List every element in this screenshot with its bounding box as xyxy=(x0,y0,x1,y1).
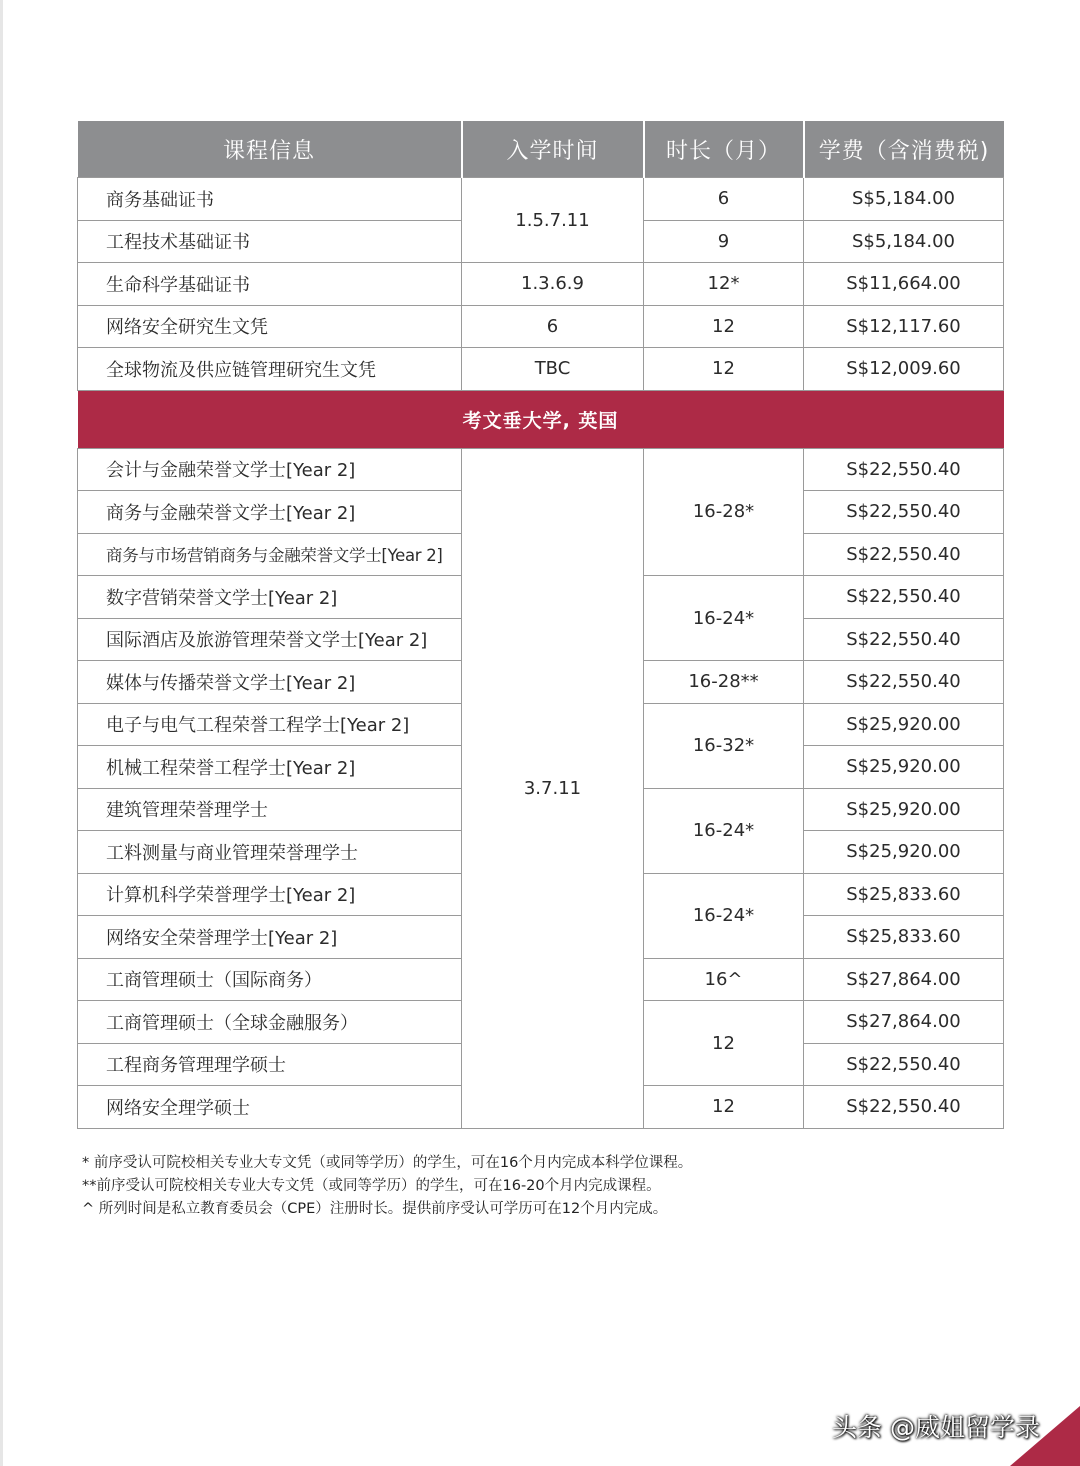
course-name: 建筑管理荣誉理学士 xyxy=(78,788,462,831)
course-name: 机械工程荣誉工程学士[Year 2] xyxy=(78,746,462,789)
course-name: 工商管理硕士（全球金融服务） xyxy=(78,1001,462,1044)
course-name: 数字营销荣誉文学士[Year 2] xyxy=(78,576,462,619)
duration-cell: 12* xyxy=(644,263,804,306)
course-name: 工程商务管理理学硕士 xyxy=(78,1043,462,1086)
course-name: 商务与金融荣誉文学士[Year 2] xyxy=(78,491,462,534)
course-name: 工程技术基础证书 xyxy=(78,220,462,263)
duration-cell: 16-24* xyxy=(644,788,804,873)
footnote: **前序受认可院校相关专业大专文凭（或同等学历）的学生，可在16-20个月内完成课程。 xyxy=(82,1178,661,1194)
duration-cell: 12 xyxy=(644,1086,804,1129)
course-name: 生命科学基础证书 xyxy=(78,263,462,306)
fee-cell: S$27,864.00 xyxy=(804,958,1004,1001)
fee-cell: S$22,550.40 xyxy=(804,533,1004,576)
course-name: 网络安全理学硕士 xyxy=(78,1086,462,1129)
course-name: 电子与电气工程荣誉工程学士[Year 2] xyxy=(78,703,462,746)
fee-cell: S$22,550.40 xyxy=(804,576,1004,619)
course-name: 网络安全荣誉理学士[Year 2] xyxy=(78,916,462,959)
fee-cell: S$22,550.40 xyxy=(804,618,1004,661)
fee-cell: S$25,920.00 xyxy=(804,788,1004,831)
course-name: 商务与市场营销商务与金融荣誉文学士[Year 2] xyxy=(78,533,462,576)
table-header-row xyxy=(78,121,1004,178)
course-name: 媒体与传播荣誉文学士[Year 2] xyxy=(78,661,462,704)
duration-cell: 12 xyxy=(644,305,804,348)
duration-cell: 16-32* xyxy=(644,703,804,788)
fee-cell: S$22,550.40 xyxy=(804,448,1004,491)
fee-cell: S$25,920.00 xyxy=(804,746,1004,789)
fee-cell: S$27,864.00 xyxy=(804,1001,1004,1044)
duration-cell: 16-24* xyxy=(644,576,804,661)
intake-cell: 6 xyxy=(462,305,644,348)
fee-cell: S$22,550.40 xyxy=(804,1043,1004,1086)
fee-cell: S$12,009.60 xyxy=(804,348,1004,391)
duration-cell: 12 xyxy=(644,1001,804,1086)
fee-cell: S$5,184.00 xyxy=(804,220,1004,263)
course-name: 网络安全研究生文凭 xyxy=(78,305,462,348)
section-title: 考文垂大学, 英国 xyxy=(78,390,1004,448)
table-row xyxy=(78,305,1004,348)
duration-cell: 9 xyxy=(644,220,804,263)
footnote: * 前序受认可院校相关专业大专文凭（或同等学历）的学生，可在16个月内完成本科学位课程。 xyxy=(82,1155,693,1171)
course-name: 国际酒店及旅游管理荣誉文学士[Year 2] xyxy=(78,618,462,661)
course-name: 全球物流及供应链管理研究生文凭 xyxy=(78,348,462,391)
duration-cell: 12 xyxy=(644,348,804,391)
table-row xyxy=(78,448,1004,491)
fee-table xyxy=(77,121,1004,1129)
duration-cell: 6 xyxy=(644,178,804,221)
fee-cell: S$25,833.60 xyxy=(804,873,1004,916)
watermark: 头条 @威姐留学录 xyxy=(832,1413,1040,1442)
fee-cell: S$25,920.00 xyxy=(804,831,1004,874)
table-row xyxy=(78,348,1004,391)
intake-cell: 1.5.7.11 xyxy=(462,178,644,263)
duration-cell: 16-28** xyxy=(644,661,804,704)
header-duration: 时长（月） xyxy=(644,121,804,178)
duration-cell: 16-28* xyxy=(644,448,804,576)
intake-cell: 3.7.11 xyxy=(462,448,644,1128)
course-name: 商务基础证书 xyxy=(78,178,462,221)
section-row xyxy=(78,390,1004,448)
header-fee: 学费（含消费税) xyxy=(804,121,1004,178)
fee-cell: S$25,833.60 xyxy=(804,916,1004,959)
course-name: 会计与金融荣誉文学士[Year 2] xyxy=(78,448,462,491)
fee-cell: S$22,550.40 xyxy=(804,1086,1004,1129)
fee-cell: S$22,550.40 xyxy=(804,661,1004,704)
fee-cell: S$5,184.00 xyxy=(804,178,1004,221)
fee-cell: S$22,550.40 xyxy=(804,491,1004,534)
course-name: 计算机科学荣誉理学士[Year 2] xyxy=(78,873,462,916)
footnotes xyxy=(82,1152,692,1221)
header-course-info: 课程信息 xyxy=(78,121,462,178)
page-edge xyxy=(0,0,3,1466)
header-intake: 入学时间 xyxy=(462,121,644,178)
course-name: 工商管理硕士（国际商务） xyxy=(78,958,462,1001)
table-row xyxy=(78,178,1004,221)
intake-cell: TBC xyxy=(462,348,644,391)
fee-cell: S$25,920.00 xyxy=(804,703,1004,746)
duration-cell: 16^ xyxy=(644,958,804,1001)
duration-cell: 16-24* xyxy=(644,873,804,958)
fee-cell: S$12,117.60 xyxy=(804,305,1004,348)
fee-cell: S$11,664.00 xyxy=(804,263,1004,306)
intake-cell: 1.3.6.9 xyxy=(462,263,644,306)
course-name: 工料测量与商业管理荣誉理学士 xyxy=(78,831,462,874)
table-row xyxy=(78,263,1004,306)
footnote: ^ 所列时间是私立教育委员会（CPE）注册时长。提供前序受认可学历可在12个月内完成。 xyxy=(82,1201,668,1217)
